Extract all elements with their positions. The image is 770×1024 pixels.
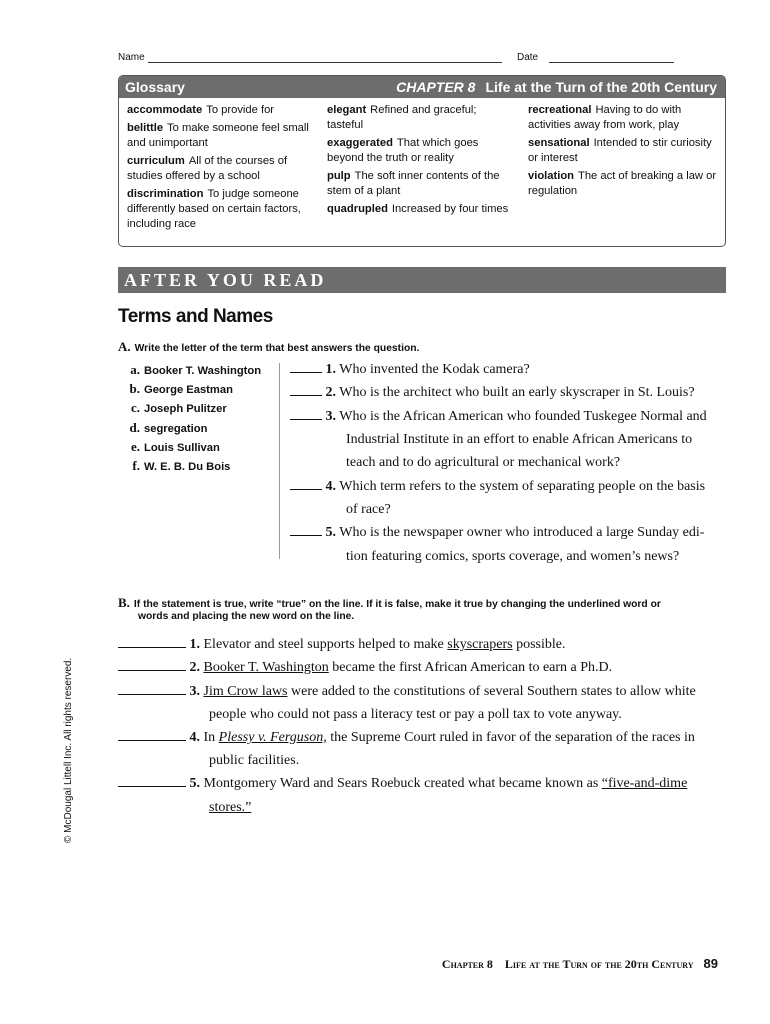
chapter-label: CHAPTER 8: [396, 79, 476, 95]
underlined-term: Plessy v. Ferguson,: [218, 730, 327, 745]
answer-blank[interactable]: [290, 521, 322, 536]
underlined-term: Jim Crow laws: [203, 684, 288, 699]
statement-row: 2. Booker T. Washington became the first African American to earn a Ph.D.: [118, 656, 612, 679]
question-row: 4. Which term refers to the system of separating people on the basis: [290, 475, 705, 498]
footer-chapter: Chapter 8: [441, 957, 493, 971]
answer-blank[interactable]: [290, 475, 322, 490]
underlined-term: Booker T. Washington: [203, 660, 329, 675]
after-you-read-title: AFTER YOU READ: [124, 270, 327, 290]
answer-blank[interactable]: [118, 633, 186, 648]
section-b-instruction-cont: words and placing the new word on the line.: [138, 611, 355, 622]
answer-blank[interactable]: [290, 405, 322, 420]
statement-row: 1. Elevator and steel supports helped to make skyscrapers possible.: [118, 633, 565, 656]
question-row: 2. Who is the architect who built an early skyscraper in St. Louis?: [290, 381, 695, 404]
glossary-entry: quadrupled Increased by four times: [327, 203, 509, 215]
answer-blank[interactable]: [118, 656, 186, 671]
glossary-entry: elegant Refined and graceful; tasteful: [327, 104, 477, 131]
option-item: a. Booker T. Washington: [130, 362, 262, 377]
page-footer: [442, 955, 718, 973]
section-b-instruction: B. If the statement is true, write “true” on the line. If it is false, make it true by changing the underlined word or: [118, 595, 661, 610]
glossary-column-3: [528, 103, 720, 202]
glossary-entry: exaggerated That which goes beyond the truth or reality: [327, 137, 479, 164]
question-row: 5. Who is the newspaper owner who introduced a large Sunday edi-: [290, 521, 704, 544]
copyright-notice: © McDougal Littell Inc. All rights reserved.: [63, 657, 74, 843]
option-item: c. Joseph Pulitzer: [130, 400, 227, 415]
after-you-read-banner: [118, 267, 726, 293]
glossary-title: Glossary: [125, 79, 185, 95]
glossary-entry: curriculum All of the courses of studies offered by a school: [127, 155, 288, 182]
glossary-box: [118, 75, 726, 247]
chapter-title: Life at the Turn of the 20th Century: [485, 79, 717, 95]
glossary-entry: pulp The soft inner contents of the stem of a plant: [327, 170, 500, 197]
terms-heading: Terms and Names: [118, 306, 273, 327]
statement-row: 4. In Plessy v. Ferguson, the Supreme Court ruled in favor of the separation of the races in: [118, 726, 695, 749]
section-a-instruction: A. Write the letter of the term that best answers the question.: [118, 339, 420, 354]
glossary-entry: sensational Intended to stir curiosity or interest: [528, 137, 712, 164]
page-number: 89: [703, 956, 718, 971]
answer-blank[interactable]: [290, 381, 322, 396]
answer-blank[interactable]: [290, 358, 322, 373]
underlined-term: skyscrapers: [447, 637, 513, 652]
question-continuation: of race?: [346, 502, 391, 517]
option-item: e. Louis Sullivan: [130, 439, 220, 454]
glossary-column-1: [127, 103, 317, 235]
option-item: f. W. E. B. Du Bois: [132, 458, 231, 473]
option-item: d. segregation: [129, 420, 208, 435]
glossary-entry: belittle To make someone feel small and unimportant: [127, 122, 309, 149]
glossary-chapter: [396, 79, 717, 95]
option-item: b. George Eastman: [129, 381, 233, 396]
date-field[interactable]: [549, 52, 674, 63]
name-label: Name: [118, 52, 145, 63]
glossary-header: [119, 76, 725, 98]
statement-continuation: people who could not pass a literacy test or pay a poll tax to vote anyway.: [209, 707, 622, 722]
question-continuation: Industrial Institute in an effort to enable African Americans to: [346, 432, 693, 447]
statement-continuation: stores.”: [209, 800, 252, 815]
answer-blank[interactable]: [118, 772, 186, 787]
glossary-entry: discrimination To judge someone differently based on certain factors, including race: [127, 188, 301, 230]
statement-row: 3. Jim Crow laws were added to the constitutions of several Southern states to allow white: [118, 680, 696, 703]
question-row: 1. Who invented the Kodak camera?: [290, 358, 530, 381]
footer-title: Life at the Turn of the 20th Century: [504, 957, 694, 971]
section-a-divider: [279, 363, 280, 559]
glossary-column-2: [327, 103, 515, 220]
underlined-term: “five-and-dime: [601, 776, 688, 791]
question-row: 3. Who is the African American who founded Tuskegee Normal and: [290, 405, 707, 428]
answer-blank[interactable]: [118, 726, 186, 741]
glossary-entry: accommodate To provide for: [127, 104, 275, 116]
name-field[interactable]: [148, 52, 502, 63]
question-continuation: tion featuring comics, sports coverage, and women’s news?: [346, 549, 680, 564]
statement-continuation: public facilities.: [209, 753, 300, 768]
date-label: Date: [517, 52, 539, 63]
glossary-entry: violation The act of breaking a law or regulation: [528, 170, 717, 197]
question-continuation: teach and to do agricultural or mechanical work?: [346, 455, 621, 470]
answer-blank[interactable]: [118, 680, 186, 695]
statement-row: 5. Montgomery Ward and Sears Roebuck created what became known as “five-and-dime: [118, 772, 687, 795]
glossary-entry: recreational Having to do with activities away from work, play: [528, 104, 682, 131]
